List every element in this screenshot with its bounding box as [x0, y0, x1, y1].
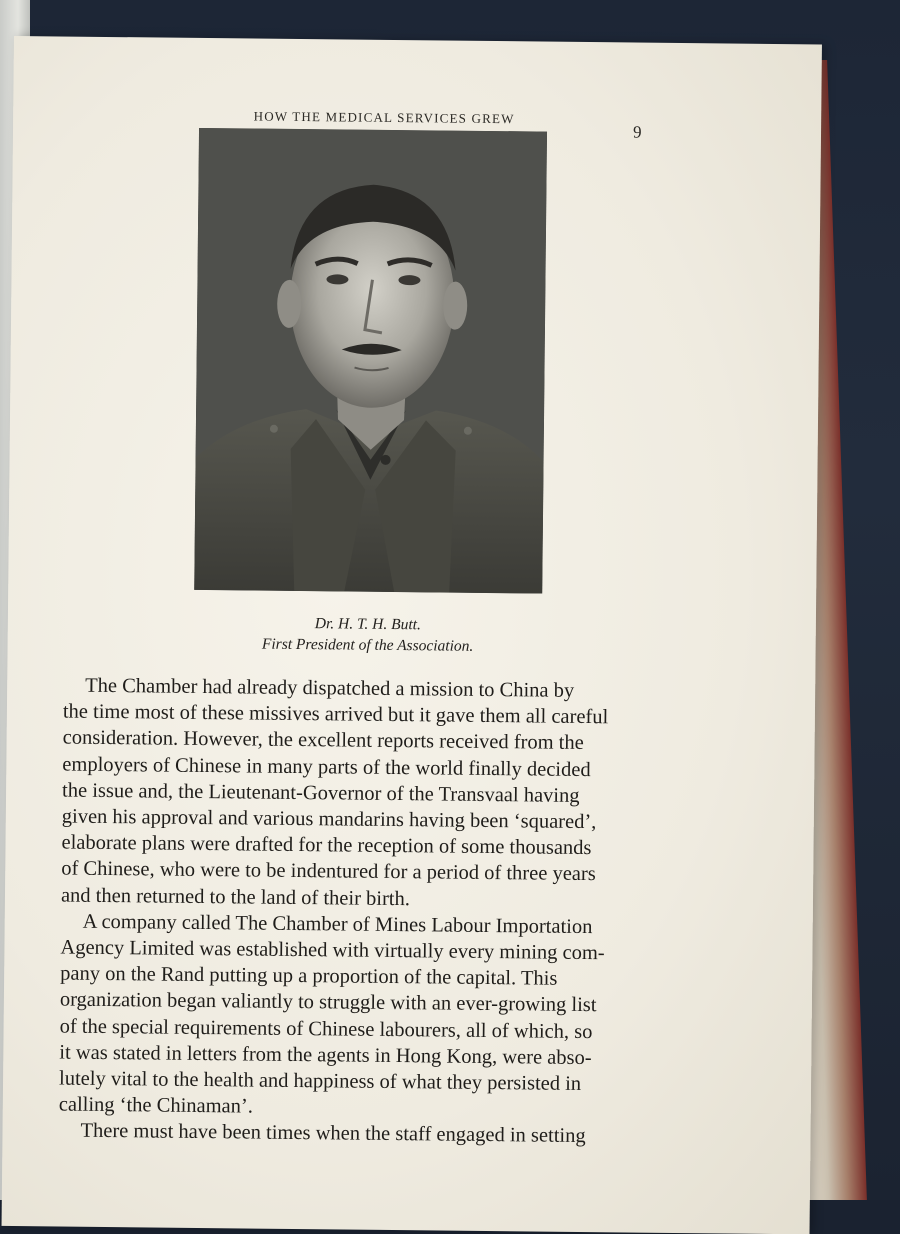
text-line: There must have been times when the staff engaged in setting [80, 1120, 586, 1148]
text-line: employers of Chinese in many parts of the world finally decided [62, 753, 591, 781]
caption-name: Dr. H. T. H. Butt. [314, 615, 421, 634]
running-head: HOW THE MEDICAL SERVICES GREW [253, 108, 515, 127]
text-line: consideration. However, the excellent reports received from the [62, 726, 584, 755]
text-line: of the special requirements of Chinese labourers, all of which, so [59, 1015, 593, 1043]
caption-title: First President of the Association. [261, 635, 474, 655]
text-line: The Chamber had already dispatched a mission to China by [85, 674, 575, 702]
portrait-photograph [194, 128, 547, 594]
portrait-image [194, 128, 547, 594]
body-text [58, 673, 693, 1151]
book-page [2, 36, 822, 1234]
text-line: and then returned to the land of their birth. [60, 884, 411, 910]
text-line: lutely vital to the health and happiness of what they persisted in [58, 1067, 582, 1096]
text-line: of Chinese, who were to be indentured for a period of three years [61, 857, 596, 886]
text-line: the issue and, the Lieutenant-Governor of the Transvaal having [61, 779, 580, 807]
text-line: elaborate plans were drafted for the reception of some thousands [61, 831, 592, 860]
figure-caption [158, 612, 578, 658]
text-line: organization began valiantly to struggle with an ever-growing list [59, 988, 597, 1017]
text-line: given his approval and various mandarins having been ‘squared’, [61, 805, 597, 834]
text-line: Agency Limited was established with virtually every mining com- [60, 936, 605, 965]
page-number: 9 [632, 122, 642, 142]
text-line: calling ‘the Chinaman’. [58, 1093, 254, 1118]
text-line: pany on the Rand putting up a proportion of the capital. This [60, 962, 558, 990]
text-line: it was stated in letters from the agents in Hong Kong, were abso- [59, 1041, 592, 1069]
text-line: the time most of these missives arrived but it gave them all careful [62, 700, 609, 729]
text-line: A company called The Chamber of Mines Labour Importation [82, 910, 593, 938]
